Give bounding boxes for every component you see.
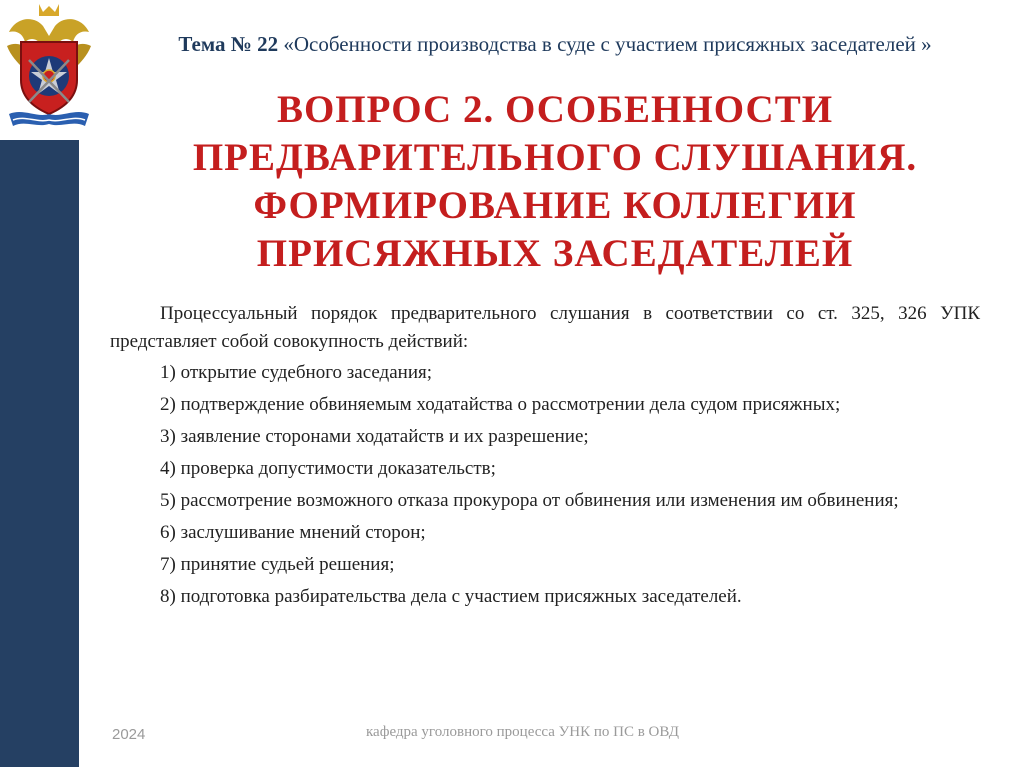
slide-content: [110, 300, 980, 616]
question-heading: ВОПРОС 2. ОСОБЕННОСТИ ПРЕДВАРИТЕЛЬНОГО СЛУШАНИЯ. ФОРМИРОВАНИЕ КОЛЛЕГИИ ПРИСЯЖНЫХ ЗАСЕДАТЕЛЕЙ: [192, 88, 918, 275]
list-item: 8) подготовка разбирательства дела с участием присяжных заседателей.: [160, 586, 742, 607]
topic-number: Тема № 22: [178, 32, 279, 56]
list-item: 4) проверка допустимости доказательств;: [160, 458, 496, 479]
list-item: 1) открытие судебного заседания;: [160, 362, 433, 383]
footer-year: 2024: [112, 726, 146, 743]
intro-paragraph: Процессуальный порядок предварительного слушания в соответствии со ст. 325, 326 УПК представляет собой совокупность действий:: [110, 303, 980, 352]
side-bar: [0, 140, 79, 767]
list-item: 5) рассмотрение возможного отказа прокурора от обвинения или изменения им обвинения;: [160, 490, 899, 511]
list-item: 3) заявление сторонами ходатайств и их разрешение;: [160, 426, 589, 447]
list-item: 6) заслушивание мнений сторон;: [160, 522, 426, 543]
procedure-list: [110, 360, 980, 610]
list-item: 7) принятие судьей решения;: [160, 554, 395, 575]
footer-department: кафедра уголовного процесса УНК по ПС в ОВД: [366, 724, 680, 740]
eagle-emblem-icon: [3, 2, 95, 132]
topic-title: [150, 34, 960, 55]
topic-text: «Особенности производства в суде с участием присяжных заседателей »: [278, 32, 932, 56]
list-item: 2) подтверждение обвиняемым ходатайства о рассмотрении дела судом присяжных;: [160, 394, 841, 415]
